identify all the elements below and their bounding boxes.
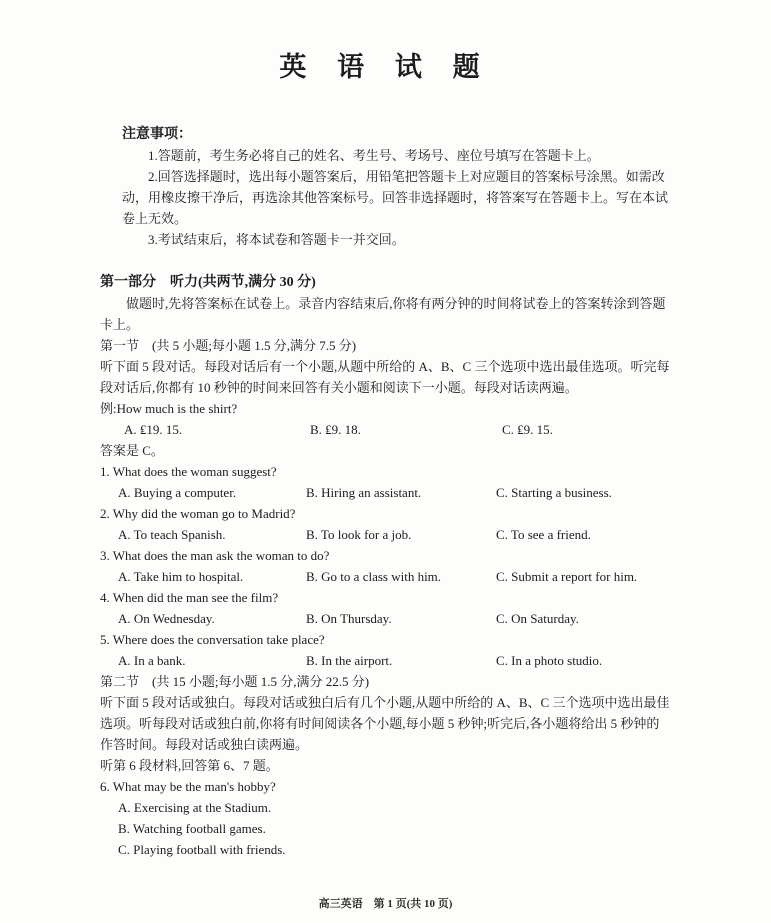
- question-text: 6. What may be the man's hobby?: [100, 779, 276, 794]
- question-options-row: [100, 482, 671, 503]
- notice-section: [122, 124, 671, 250]
- question-text: 5. Where does the conversation take place?: [100, 632, 325, 647]
- question6-option-b: B. Watching football games.: [118, 821, 266, 836]
- question-option-c: C. Submit a report for him.: [496, 569, 638, 584]
- question-1: [100, 461, 671, 503]
- question-option-a: A. On Wednesday.: [118, 611, 215, 626]
- section2-instructions: 听下面 5 段对话或独白。每段对话或独白后有几个小题,从题中所给的 A、B、C 三个选项中选出最佳选项。听每段对话或独白前,你将有时间阅读各个小题,每小题 5 秒钟;听完后,各小题将给出 5 秒钟的作答时间。每段对话或独白读两遍。: [100, 695, 670, 752]
- question-option-c: C. On Saturday.: [496, 611, 579, 626]
- material-note: 听第 6 段材料,回答第 6、7 题。: [100, 758, 279, 773]
- example-option-a: A. ₤19. 15.: [124, 422, 183, 437]
- example-answer-note: 答案是 C。: [100, 443, 164, 458]
- question-text: 2. Why did the woman go to Madrid?: [100, 506, 296, 521]
- question-option-a: A. Take him to hospital.: [118, 569, 244, 584]
- example-options-row: [100, 419, 671, 440]
- question-options-row: [100, 566, 671, 587]
- question-2: [100, 503, 671, 545]
- question-options-row: [100, 524, 671, 545]
- example-prompt: 例:How much is the shirt?: [100, 401, 238, 416]
- question-5: [100, 629, 671, 671]
- question6-options: [100, 797, 671, 860]
- question6-option-c: C. Playing football with friends.: [118, 842, 286, 857]
- question-option-c: C. To see a friend.: [496, 527, 591, 542]
- section2-heading: 第二节 (共 15 小题;每小题 1.5 分,满分 22.5 分): [100, 674, 370, 689]
- part1-intro: 做题时,先将答案标在试卷上。录音内容结束后,你将有两分钟的时间将试卷上的答案转涂到答题卡上。: [100, 296, 666, 332]
- notice-item-2: 2.回答选择题时，选出每小题答案后，用铅笔把答题卡上对应题目的答案标号涂黑。如需改动，用橡皮擦干净后，再选涂其他答案标号。回答非选择题时，将答案写在答题卡上。写在本试卷上无效。: [122, 169, 669, 226]
- question-option-a: A. In a bank.: [118, 653, 186, 668]
- question-option-b: B. To look for a job.: [306, 527, 412, 542]
- question-option-b: B. Go to a class with him.: [306, 569, 442, 584]
- exam-title: 英 语 试 题: [279, 52, 492, 82]
- example-option-b: B. ₤9. 18.: [310, 422, 361, 437]
- question-option-a: A. Buying a computer.: [118, 485, 237, 500]
- question-option-b: B. In the airport.: [306, 653, 393, 668]
- example-option-c: C. ₤9. 15.: [502, 422, 553, 437]
- question-option-c: C. In a photo studio.: [496, 653, 603, 668]
- question-options-row: [100, 650, 671, 671]
- question-3: [100, 545, 671, 587]
- section1-instructions: 听下面 5 段对话。每段对话后有一个小题,从题中所给的 A、B、C 三个选项中选出最佳选项。听完每段对话后,你都有 10 秒钟的时间来回答有关小题和阅读下一小题。每段对话读两遍。: [100, 359, 670, 395]
- question-4: [100, 587, 671, 629]
- part1-heading: 第一部分 听力(共两节,满分 30 分): [100, 275, 316, 290]
- question-6: [100, 776, 671, 860]
- notice-heading: 注意事项：: [122, 127, 192, 142]
- notice-item-3: 3.考试结束后，将本试卷和答题卡一并交回。: [148, 232, 405, 247]
- section1-heading: 第一节 (共 5 小题;每小题 1.5 分,满分 7.5 分): [100, 338, 357, 353]
- question-option-a: A. To teach Spanish.: [118, 527, 226, 542]
- question-options-row: [100, 608, 671, 629]
- question-option-b: B. On Thursday.: [306, 611, 392, 626]
- spacer: [100, 250, 671, 272]
- page-footer: 高三英语 第 1 页(共 10 页): [318, 898, 453, 910]
- question-text: 1. What does the woman suggest?: [100, 464, 277, 479]
- question-text: 4. When did the man see the film?: [100, 590, 279, 605]
- notice-item-1: 1.答题前，考生务必将自己的姓名、考生号、考场号、座位号填写在答题卡上。: [148, 148, 600, 163]
- question-option-b: B. Hiring an assistant.: [306, 485, 422, 500]
- question-option-c: C. Starting a business.: [496, 485, 612, 500]
- question-text: 3. What does the man ask the woman to do?: [100, 548, 330, 563]
- question6-option-a: A. Exercising at the Stadium.: [118, 800, 272, 815]
